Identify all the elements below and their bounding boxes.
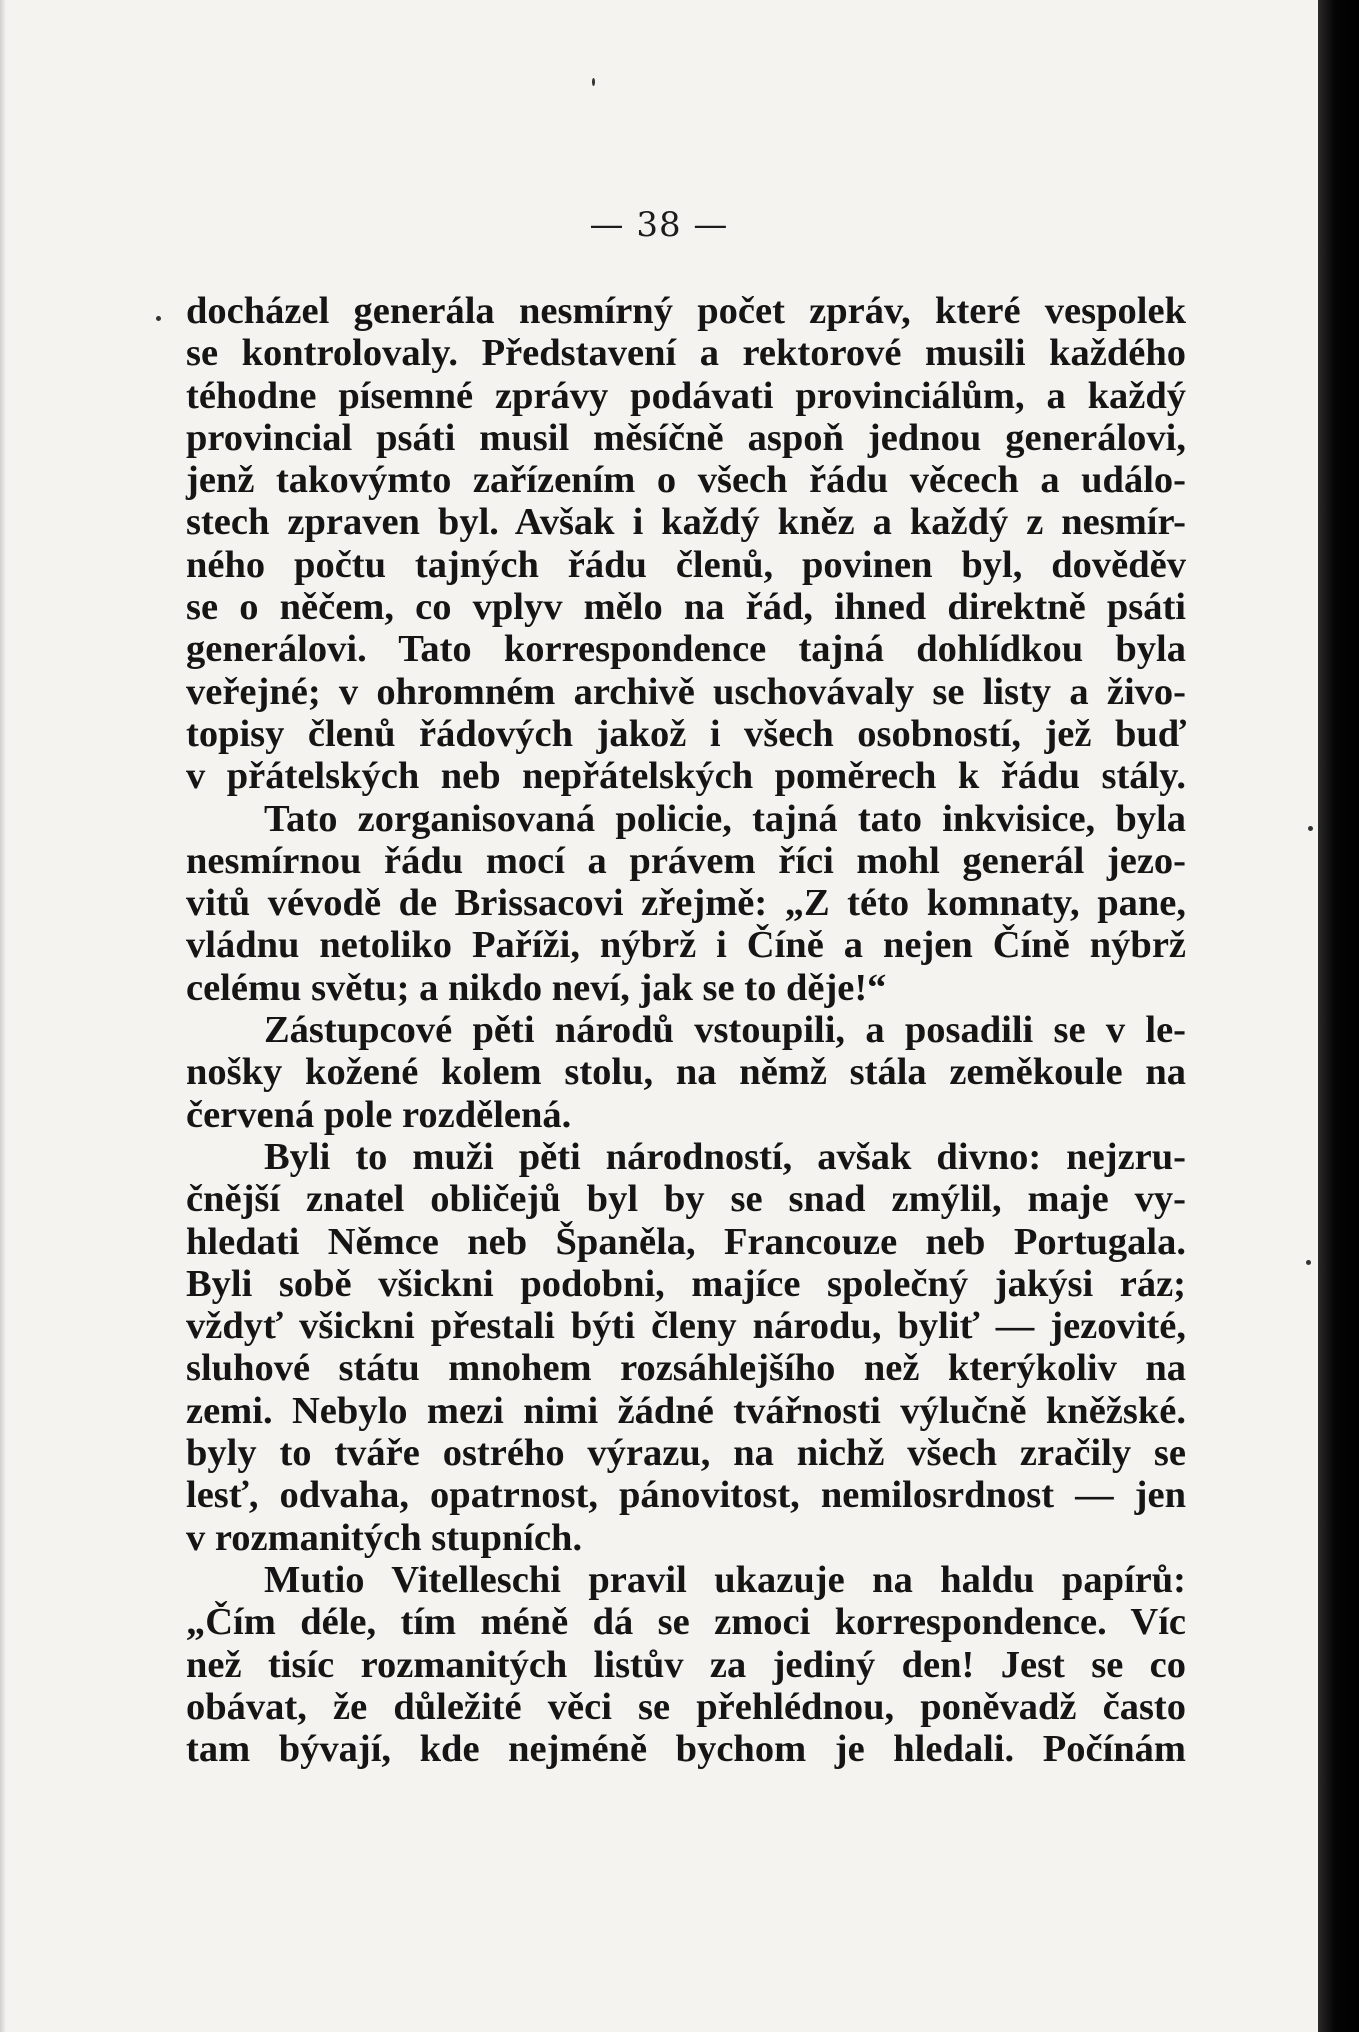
text-line: docházel generála nesmírný počet zpráv, které vespolek	[186, 290, 1186, 332]
text-line: hledati Němce neb Španěla, Francouze neb Portugala.	[186, 1220, 1186, 1263]
page-number: — 38 —	[589, 205, 729, 245]
text-line: topisy členů řádových jakož i všech osobností, jež buď	[186, 712, 1186, 755]
text-line: Byli to muži pěti národností, avšak divno: nejzru-	[264, 1135, 1186, 1178]
text-line: vitů vévodě de Brissacovi zřejmě: „Z této komnaty, pane,	[186, 882, 1186, 925]
text-line: čnější znatel obličejů byl by se snad zmýlil, maje vy-	[186, 1178, 1186, 1221]
text-line: sluhové státu mnohem rozsáhlejšího než kterýkoliv na	[186, 1347, 1186, 1390]
page-left-shadow	[0, 0, 6, 2032]
text-line: stech zpraven byl. Avšak i každý kněz a každý z nesmír-	[186, 501, 1186, 544]
text-line: generálovi. Tato korrespondence tajná dohlídkou byla	[186, 628, 1186, 671]
text-line: obávat, že důležité věci se přehlédnou, poněvadž často	[186, 1685, 1186, 1728]
text-line: nošky kožené kolem stolu, na němž stála zeměkoule na	[186, 1051, 1186, 1094]
text-line: vždyť všickni přestali býti členy národu, byliť — jezovité,	[186, 1305, 1186, 1348]
text-line: veřejné; v ohromném archivě uschovávaly se listy a živo-	[186, 670, 1186, 713]
text-line: jenž takovýmto zařízením o všech řádu věcech a událo-	[186, 459, 1186, 502]
text-line: byly to tváře ostrého výrazu, na nichž všech zračily se	[186, 1432, 1186, 1475]
text-line: Mutio Vitelleschi pravil ukazuje na haldu papírů:	[264, 1558, 1186, 1601]
text-line: zemi. Nebylo mezi nimi žádné tvářnosti výlučně kněžské.	[186, 1389, 1186, 1432]
text-line: provincial psáti musil měsíčně aspoň jednou generálovi,	[186, 416, 1186, 459]
text-line: se kontrolovaly. Představení a rektorové musili každého	[186, 332, 1186, 375]
text-line: Zástupcové pěti národů vstoupili, a posadili se v le-	[264, 1009, 1186, 1052]
text-line: v přátelských neb nepřátelských poměrech k řádu stály.	[186, 755, 1186, 798]
body-text	[186, 290, 1186, 1770]
ink-speck	[1308, 826, 1313, 831]
text-line: „Čím déle, tím méně dá se zmoci korrespondence. Víc	[186, 1601, 1186, 1644]
text-line: nesmírnou řádu mocí a právem říci mohl generál jezo-	[186, 839, 1186, 882]
ink-speck	[156, 316, 161, 321]
text-line: lesť, odvaha, opatrnost, pánovitost, nemilosrdnost — jen	[186, 1474, 1186, 1517]
ink-speck	[592, 78, 595, 86]
text-line: Tato zorganisovaná policie, tajná tato inkvisice, byla	[264, 797, 1186, 840]
text-line: téhodne písemné zprávy podávati provinciálům, a každý	[186, 374, 1186, 417]
text-line: v rozmanitých stupních.	[186, 1516, 583, 1559]
text-line: se o něčem, co vplyv mělo na řád, ihned direktně psáti	[186, 586, 1186, 629]
text-line: vládnu netoliko Paříži, nýbrž i Číně a nejen Číně nýbrž	[186, 924, 1186, 967]
text-line: tam bývají, kde nejméně bychom je hledali. Počínám	[186, 1728, 1186, 1771]
text-line: celému světu; a nikdo neví, jak se to děje!“	[186, 966, 887, 1009]
text-line: červená pole rozdělená.	[186, 1093, 572, 1136]
text-line: než tisíc rozmanitých listův za jediný den! Jest se co	[186, 1643, 1186, 1686]
text-line: Byli sobě všickni podobni, majíce společný jakýsi ráz;	[186, 1262, 1186, 1305]
page-edge-shadow	[1318, 0, 1359, 2032]
text-line: ného počtu tajných řádu členů, povinen byl, dověděv	[186, 543, 1186, 586]
ink-speck	[1306, 1260, 1311, 1265]
